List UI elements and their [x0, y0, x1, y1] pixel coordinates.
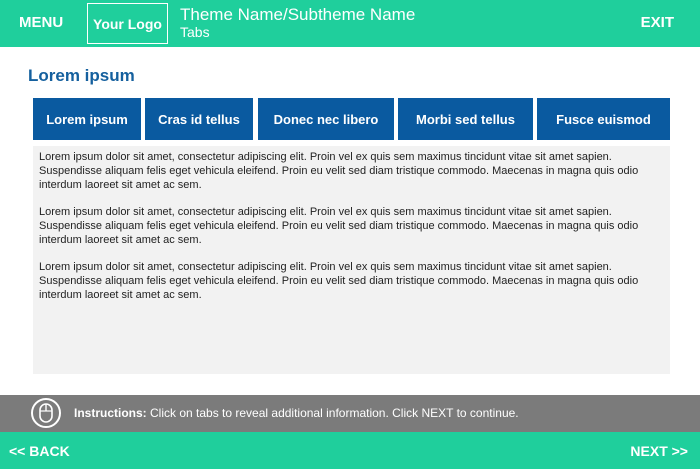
tab-lorem-ipsum[interactable]: Lorem ipsum — [33, 98, 141, 140]
content-paragraph: Lorem ipsum dolor sit amet, consectetur adipiscing elit. Proin vel ex quis sem maximus tincidunt vitae sit amet sapien. Suspendisse aliquam felis eget vehicula eleifend. Proin eu velit sed diam tristique commodo. Maecenas in magna quis odio interdum laoreet sit amet ac sem. — [39, 206, 639, 246]
next-button[interactable]: NEXT >> — [630, 443, 688, 459]
menu-button[interactable]: MENU — [19, 14, 64, 31]
tab-morbi-sed-tellus[interactable]: Morbi sed tellus — [398, 98, 533, 140]
page-title: Lorem ipsum — [28, 66, 135, 85]
content-paragraph: Lorem ipsum dolor sit amet, consectetur adipiscing elit. Proin vel ex quis sem maximus tincidunt vitae sit amet sapien. Suspendisse aliquam felis eget vehicula eleifend. Proin eu velit sed diam tristique commodo. Maecenas in magna quis odio interdum laoreet sit amet ac sem. — [39, 151, 639, 191]
mouse-icon — [31, 398, 61, 428]
theme-subtitle: Tabs — [180, 24, 210, 40]
tab-bar — [33, 98, 670, 140]
header-bar — [0, 0, 700, 47]
tab-cras-id-tellus[interactable]: Cras id tellus — [145, 98, 253, 140]
content-paragraph: Lorem ipsum dolor sit amet, consectetur adipiscing elit. Proin vel ex quis sem maximus tincidunt vitae sit amet sapien. Suspendisse aliquam felis eget vehicula eleifend. Proin eu velit sed diam tristique commodo. Maecenas in magna quis odio interdum laoreet sit amet ac sem. — [39, 261, 639, 301]
back-button[interactable]: << BACK — [9, 443, 70, 459]
content-panel — [33, 146, 670, 374]
tab-fusce-euismod[interactable]: Fusce euismod — [537, 98, 670, 140]
instructions-text — [74, 406, 519, 420]
instructions-body: Click on tabs to reveal additional information. Click NEXT to continue. — [146, 406, 519, 420]
logo: Your Logo — [87, 3, 168, 44]
footer-bar — [0, 432, 700, 469]
instructions-bar — [0, 395, 700, 432]
tab-donec-nec-libero[interactable]: Donec nec libero — [258, 98, 394, 140]
instructions-label: Instructions: — [74, 406, 147, 420]
theme-title: Theme Name/Subtheme Name — [180, 5, 416, 24]
exit-button[interactable]: EXIT — [640, 14, 674, 31]
